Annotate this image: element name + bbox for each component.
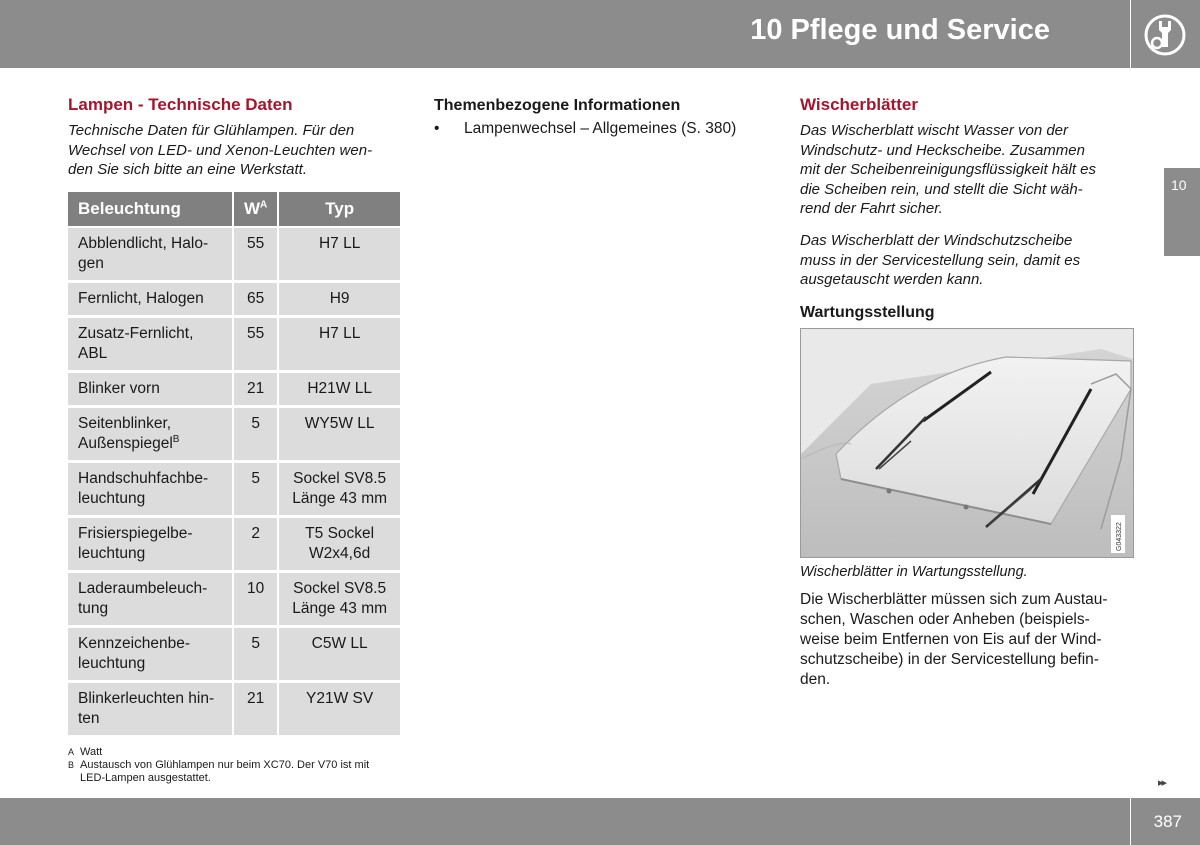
cell-beleuchtung: Handschuhfachbe- leuchtung: [68, 463, 234, 518]
wiper-para-2: Das Wischerblatt der Windschutzscheibe muss in der Servicestellung sein, damit es ausgetauscht werden kann.: [800, 231, 1081, 289]
table-row: [68, 628, 400, 683]
cell-w: 2: [234, 518, 279, 573]
cell-beleuchtung: Fernlicht, Halogen: [68, 283, 234, 318]
figure-code: G043322: [1116, 521, 1123, 551]
table-row: [68, 463, 400, 518]
cell-typ: H21W LL: [279, 373, 400, 408]
cell-w: 5: [234, 408, 279, 463]
subheading: Wartungsstellung: [800, 303, 935, 321]
footnotes: [68, 746, 400, 785]
wiper-illustration: [800, 328, 1134, 558]
page-footer: [0, 798, 1130, 845]
cell-beleuchtung: Abblendlicht, Halo- gen: [68, 228, 234, 283]
cell-beleuchtung: Blinkerleuchten hin- ten: [68, 683, 234, 738]
cell-beleuchtung: Blinker vorn: [68, 373, 234, 408]
wiper-para-1: Das Wischerblatt wischt Wasser von der Windschutz- und Heckscheibe. Zusammen mit der Scheibenreinigungsflüssigkeit hält es die Scheiben rein, und stellt die Sicht wäh- rend der Fahrt sicher.: [800, 122, 1096, 218]
cell-w: 5: [234, 628, 279, 683]
cell-beleuchtung: Zusatz-Fernlicht, ABL: [68, 318, 234, 373]
cell-typ: WY5W LL: [279, 408, 400, 463]
cell-typ: H7 LL: [279, 318, 400, 373]
section-intro: Technische Daten für Glühlampen. Für den Wechsel von LED- und Xenon-Leuchten wen- den Sie sich bitte an eine Werkstatt.: [68, 122, 373, 179]
table-row: [68, 283, 400, 318]
section-heading: Lampen - Technische Daten: [68, 95, 293, 114]
column-header-beleuchtung: Beleuchtung: [68, 192, 234, 228]
cell-typ: Y21W SV: [279, 683, 400, 738]
cell-w: 10: [234, 573, 279, 628]
page-number-box: [1131, 798, 1200, 845]
table-row: [68, 408, 400, 463]
cell-typ: Sockel SV8.5 Länge 43 mm: [279, 463, 400, 518]
lamp-table: [68, 192, 400, 738]
cell-typ: Sockel SV8.5 Länge 43 mm: [279, 573, 400, 628]
chapter-tab[interactable]: [1164, 168, 1200, 256]
cell-w: 5: [234, 463, 279, 518]
header-icon-box: [1131, 0, 1200, 68]
cell-typ: T5 Sockel W2x4,6d: [279, 518, 400, 573]
cell-w: 55: [234, 318, 279, 373]
cell-typ: H9: [279, 283, 400, 318]
section-heading: Wischerblätter: [800, 95, 918, 114]
table-row: [68, 573, 400, 628]
figure-caption: Wischerblätter in Wartungsstellung.: [800, 563, 1028, 580]
footnote: A Watt: [68, 745, 103, 758]
cell-typ: H7 LL: [279, 228, 400, 283]
cell-w: 65: [234, 283, 279, 318]
cell-beleuchtung: Frisierspiegelbe- leuchtung: [68, 518, 234, 573]
cell-beleuchtung: Laderaumbeleuch- tung: [68, 573, 234, 628]
wiper-section: [800, 95, 1134, 690]
cell-beleuchtung: Seitenblinker, Außenspiegel$^B$: [68, 408, 234, 463]
chapter-title: 10 Pflege und Service: [750, 14, 1050, 46]
footnote: B Austausch von Glühlampen nur beim XC70. Der V70 ist mit LED-Lampen ausgestattet.: [68, 758, 370, 784]
page-number: 387: [1153, 812, 1182, 831]
cell-w: 21: [234, 373, 279, 408]
column-header-w: $W^A$: [234, 192, 279, 228]
cell-beleuchtung: Kennzeichenbe- leuchtung: [68, 628, 234, 683]
table-row: [68, 518, 400, 573]
bullet-icon: •: [434, 120, 440, 137]
wrench-gear-icon: [1143, 13, 1187, 57]
table-row: [68, 228, 400, 283]
related-heading: Themenbezogene Informationen: [434, 97, 681, 114]
lamp-tech-data-section: [68, 95, 400, 785]
page-header: [0, 0, 1130, 68]
table-row: [68, 318, 400, 373]
related-list: [434, 119, 764, 139]
table-header-row: [68, 192, 400, 228]
cell-typ: C5W LL: [279, 628, 400, 683]
wiper-body: Die Wischerblätter müssen sich zum Austau- schen, Waschen oder Anheben (beispiels- weise beim Entfernen von Eis auf der Wind- schutzscheibe) in der Servicestellung befin- den.: [800, 590, 1108, 688]
related-link[interactable]: • Lampenwechsel – Allgemeines (S. 380): [434, 120, 737, 137]
next-page-arrows-icon: ▸▸: [1158, 777, 1166, 789]
column-header-typ: Typ: [279, 192, 400, 228]
chapter-tab-label: 10: [1171, 177, 1187, 193]
cell-w: 55: [234, 228, 279, 283]
cell-w: 21: [234, 683, 279, 738]
table-row: [68, 683, 400, 738]
table-row: [68, 373, 400, 408]
related-info-section: [434, 97, 764, 139]
